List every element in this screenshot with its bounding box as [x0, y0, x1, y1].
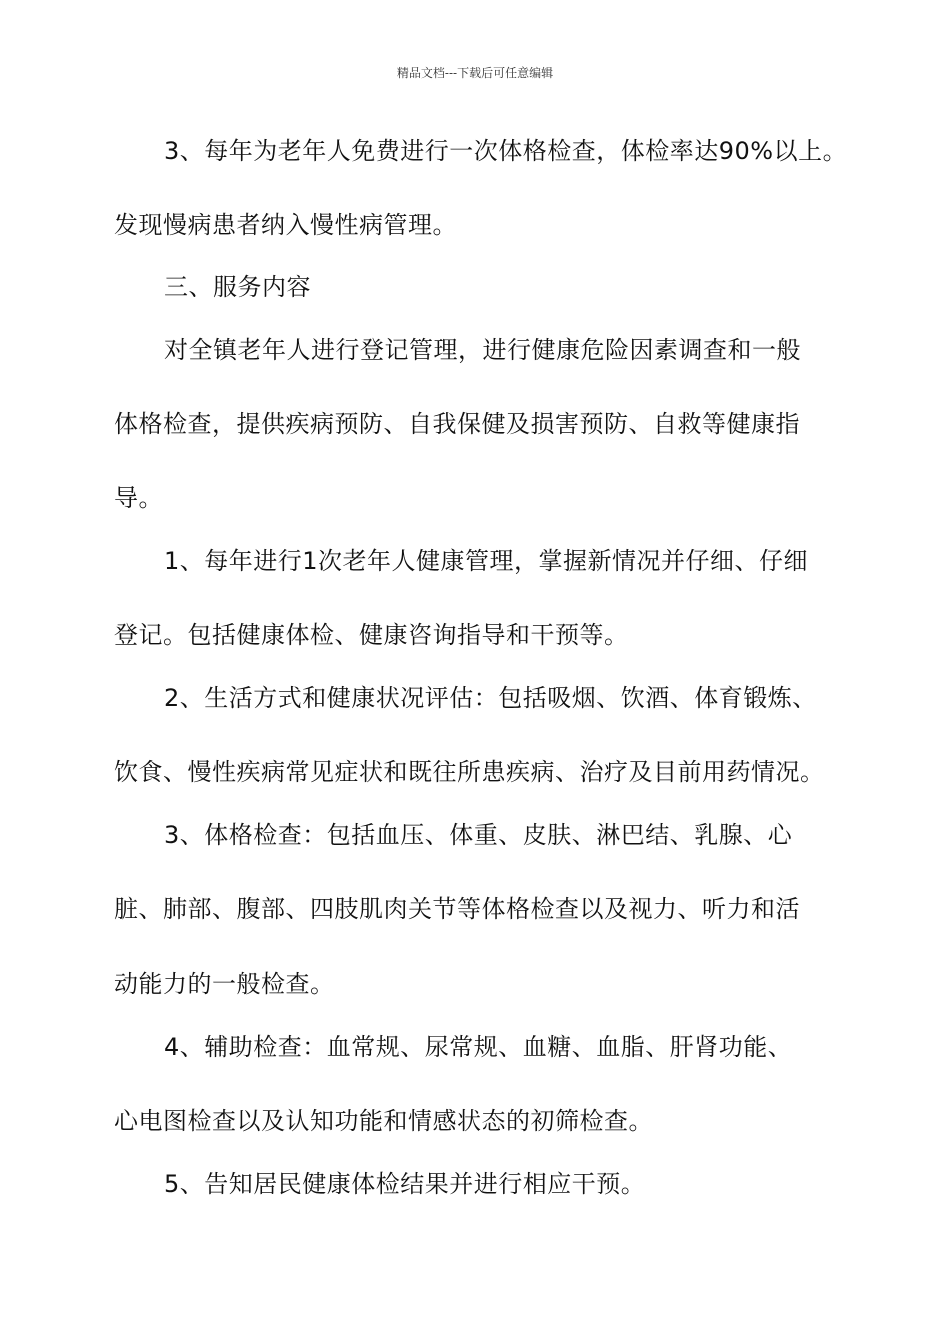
- paragraph-line: 脏、肺部、腹部、四肢肌肉关节等体格检查以及视力、听力和活: [114, 895, 800, 923]
- paragraph-line: 3、体格检查：包括血压、体重、皮肤、淋巴结、乳腺、心: [164, 821, 793, 849]
- paragraph-line: 动能力的一般检查。: [114, 970, 335, 998]
- paragraph-line: 饮食、慢性疾病常见症状和既往所患疾病、治疗及目前用药情况。: [114, 758, 825, 786]
- section-heading: 三、服务内容: [164, 273, 311, 301]
- paragraph-line: 心电图检查以及认知功能和情感状态的初筛检查。: [114, 1107, 653, 1135]
- paragraph-line: 对全镇老年人进行登记管理，进行健康危险因素调查和一般: [164, 336, 801, 364]
- paragraph-line: 发现慢病患者纳入慢性病管理。: [114, 211, 457, 239]
- paragraph-line: 2、生活方式和健康状况评估：包括吸烟、饮酒、体育锻炼、: [164, 684, 817, 712]
- paragraph-line: 导。: [114, 484, 163, 512]
- page-header: 精品文档---下载后可任意编辑: [396, 66, 554, 80]
- paragraph-line: 登记。包括健康体检、健康咨询指导和干预等。: [114, 621, 629, 649]
- paragraph-line: 1、每年进行1次老年人健康管理，掌握新情况并仔细、仔细: [164, 547, 809, 575]
- paragraph-line: 4、辅助检查：血常规、尿常规、血糖、血脂、肝肾功能、: [164, 1033, 793, 1061]
- paragraph-line: 3、每年为老年人免费进行一次体格检查，体检率达90%以上。: [164, 137, 848, 165]
- paragraph-line: 5、告知居民健康体检结果并进行相应干预。: [164, 1170, 646, 1198]
- paragraph-line: 体格检查，提供疾病预防、自我保健及损害预防、自救等健康指: [114, 410, 800, 438]
